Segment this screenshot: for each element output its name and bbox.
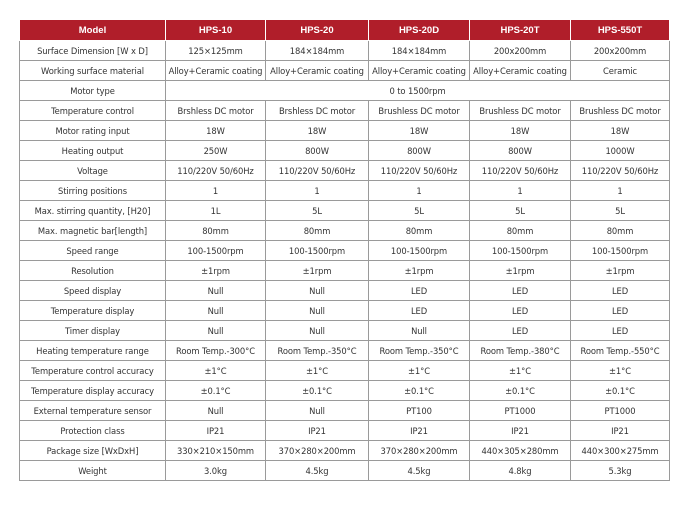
table-cell: ±1rpm xyxy=(571,261,670,281)
table-cell: 18W xyxy=(571,121,670,141)
table-cell: 250W xyxy=(166,141,266,161)
table-row xyxy=(20,81,670,101)
table-cell: 440×305×280mm xyxy=(470,441,571,461)
table-cell: Brushless DC motor xyxy=(571,101,670,121)
table-cell: 100-1500rpm xyxy=(571,241,670,261)
table-cell: 184×184mm xyxy=(369,41,470,61)
table-cell: Brushless DC motor xyxy=(369,101,470,121)
spec-table-container xyxy=(19,19,669,501)
table-row xyxy=(20,61,670,81)
table-row xyxy=(20,281,670,301)
table-row xyxy=(20,361,670,381)
row-label: Temperature display accuracy xyxy=(20,381,166,401)
table-row xyxy=(20,381,670,401)
table-cell: 4.8kg xyxy=(470,461,571,481)
table-cell: 1 xyxy=(470,181,571,201)
header-hps-20t: HPS-20T xyxy=(470,20,571,41)
row-label: Heating output xyxy=(20,141,166,161)
row-label: Surface Dimension [W x D] xyxy=(20,41,166,61)
table-cell: ±1rpm xyxy=(266,261,369,281)
row-label: Speed range xyxy=(20,241,166,261)
table-cell: ±1°C xyxy=(369,361,470,381)
table-cell: Room Temp.-300°C xyxy=(166,341,266,361)
table-cell: 5L xyxy=(369,201,470,221)
table-cell: LED xyxy=(369,301,470,321)
row-label: Max. magnetic bar[length] xyxy=(20,221,166,241)
table-cell: PT1000 xyxy=(571,401,670,421)
row-label: Protection class xyxy=(20,421,166,441)
table-row xyxy=(20,321,670,341)
table-cell: 330×210×150mm xyxy=(166,441,266,461)
table-cell: LED xyxy=(571,281,670,301)
row-label: Temperature display xyxy=(20,301,166,321)
table-cell: 200x200mm xyxy=(470,41,571,61)
table-row xyxy=(20,341,670,361)
table-cell: 110/220V 50/60Hz xyxy=(166,161,266,181)
table-row xyxy=(20,141,670,161)
table-cell: 5L xyxy=(571,201,670,221)
table-cell: 18W xyxy=(266,121,369,141)
table-cell: 184×184mm xyxy=(266,41,369,61)
table-cell: IP21 xyxy=(571,421,670,441)
row-label: Speed display xyxy=(20,281,166,301)
table-cell: ±1°C xyxy=(571,361,670,381)
table-cell: Null xyxy=(369,321,470,341)
table-cell: Ceramic xyxy=(571,61,670,81)
header-hps-10: HPS-10 xyxy=(166,20,266,41)
table-cell: Room Temp.-350°C xyxy=(369,341,470,361)
table-cell: ±1rpm xyxy=(369,261,470,281)
table-cell: 100-1500rpm xyxy=(266,241,369,261)
table-cell: LED xyxy=(470,301,571,321)
table-cell: PT100 xyxy=(369,401,470,421)
table-cell: 1 xyxy=(571,181,670,201)
header-row xyxy=(20,20,670,41)
merged-cell: 0 to 1500rpm xyxy=(166,81,670,101)
table-row xyxy=(20,201,670,221)
table-cell: ±1°C xyxy=(166,361,266,381)
table-cell: Null xyxy=(166,401,266,421)
table-cell: 370×280×200mm xyxy=(369,441,470,461)
table-cell: 800W xyxy=(470,141,571,161)
table-cell: 18W xyxy=(369,121,470,141)
spec-table xyxy=(19,19,670,481)
table-cell: Null xyxy=(166,321,266,341)
table-cell: 100-1500rpm xyxy=(369,241,470,261)
table-cell: Null xyxy=(166,301,266,321)
row-label: Motor type xyxy=(20,81,166,101)
table-cell: 80mm xyxy=(571,221,670,241)
row-label: Working surface material xyxy=(20,61,166,81)
table-cell: 110/220V 50/60Hz xyxy=(470,161,571,181)
table-cell: 100-1500rpm xyxy=(166,241,266,261)
table-cell: 440×300×275mm xyxy=(571,441,670,461)
table-cell: 18W xyxy=(470,121,571,141)
table-cell: LED xyxy=(470,281,571,301)
row-label: Weight xyxy=(20,461,166,481)
table-cell: 4.5kg xyxy=(369,461,470,481)
row-label: Heating temperature range xyxy=(20,341,166,361)
table-cell: ±0.1°C xyxy=(266,381,369,401)
table-cell: ±0.1°C xyxy=(571,381,670,401)
table-cell: 80mm xyxy=(369,221,470,241)
table-cell: IP21 xyxy=(369,421,470,441)
table-cell: Null xyxy=(166,281,266,301)
table-cell: Null xyxy=(266,401,369,421)
table-cell: 5L xyxy=(470,201,571,221)
table-row xyxy=(20,241,670,261)
table-cell: LED xyxy=(369,281,470,301)
table-cell: Alloy+Ceramic coating xyxy=(470,61,571,81)
table-cell: 1 xyxy=(166,181,266,201)
table-cell: 1000W xyxy=(571,141,670,161)
table-row xyxy=(20,101,670,121)
spec-table-body xyxy=(20,41,670,481)
table-row xyxy=(20,461,670,481)
header-hps-20d: HPS-20D xyxy=(369,20,470,41)
table-cell: ±1rpm xyxy=(470,261,571,281)
row-label: Motor rating input xyxy=(20,121,166,141)
table-cell: 80mm xyxy=(166,221,266,241)
table-cell: 5.3kg xyxy=(571,461,670,481)
table-row xyxy=(20,121,670,141)
table-row xyxy=(20,161,670,181)
table-cell: 80mm xyxy=(470,221,571,241)
table-cell: ±1°C xyxy=(266,361,369,381)
table-cell: 5L xyxy=(266,201,369,221)
table-cell: 80mm xyxy=(266,221,369,241)
table-cell: 125×125mm xyxy=(166,41,266,61)
table-cell: Brshless DC motor xyxy=(166,101,266,121)
table-cell: Brushless DC motor xyxy=(470,101,571,121)
table-row xyxy=(20,421,670,441)
table-row xyxy=(20,41,670,61)
table-cell: IP21 xyxy=(470,421,571,441)
table-cell: Alloy+Ceramic coating xyxy=(266,61,369,81)
table-cell: Room Temp.-350°C xyxy=(266,341,369,361)
row-label: Stirring positions xyxy=(20,181,166,201)
table-cell: Alloy+Ceramic coating xyxy=(166,61,266,81)
table-row xyxy=(20,401,670,421)
table-cell: ±1rpm xyxy=(166,261,266,281)
table-cell: ±0.1°C xyxy=(166,381,266,401)
table-cell: 1 xyxy=(266,181,369,201)
header-model: Model xyxy=(20,20,166,41)
table-cell: 3.0kg xyxy=(166,461,266,481)
row-label: Resolution xyxy=(20,261,166,281)
header-hps-550t: HPS-550T xyxy=(571,20,670,41)
table-cell: Null xyxy=(266,321,369,341)
row-label: External temperature sensor xyxy=(20,401,166,421)
table-row xyxy=(20,181,670,201)
table-cell: 800W xyxy=(369,141,470,161)
table-cell: 18W xyxy=(166,121,266,141)
row-label: Timer display xyxy=(20,321,166,341)
table-cell: LED xyxy=(571,301,670,321)
table-cell: 1 xyxy=(369,181,470,201)
table-row xyxy=(20,441,670,461)
row-label: Temperature control xyxy=(20,101,166,121)
row-label: Voltage xyxy=(20,161,166,181)
table-cell: 4.5kg xyxy=(266,461,369,481)
row-label: Package size [WxDxH] xyxy=(20,441,166,461)
table-cell: IP21 xyxy=(266,421,369,441)
table-cell: 1L xyxy=(166,201,266,221)
table-cell: ±0.1°C xyxy=(369,381,470,401)
table-cell: Null xyxy=(266,281,369,301)
table-cell: Room Temp.-380°C xyxy=(470,341,571,361)
table-cell: 370×280×200mm xyxy=(266,441,369,461)
table-cell: 800W xyxy=(266,141,369,161)
table-cell: 110/220V 50/60Hz xyxy=(369,161,470,181)
table-cell: Brshless DC motor xyxy=(266,101,369,121)
table-cell: ±1°C xyxy=(470,361,571,381)
header-hps-20: HPS-20 xyxy=(266,20,369,41)
table-cell: 110/220V 50/60Hz xyxy=(571,161,670,181)
table-row xyxy=(20,221,670,241)
table-cell: 110/220V 50/60Hz xyxy=(266,161,369,181)
table-row xyxy=(20,301,670,321)
table-cell: LED xyxy=(571,321,670,341)
row-label: Temperature control accuracy xyxy=(20,361,166,381)
table-cell: Alloy+Ceramic coating xyxy=(369,61,470,81)
table-cell: IP21 xyxy=(166,421,266,441)
table-cell: 100-1500rpm xyxy=(470,241,571,261)
table-cell: PT1000 xyxy=(470,401,571,421)
table-cell: 200x200mm xyxy=(571,41,670,61)
table-cell: LED xyxy=(470,321,571,341)
row-label: Max. stirring quantity, [H20] xyxy=(20,201,166,221)
table-cell: ±0.1°C xyxy=(470,381,571,401)
table-cell: Null xyxy=(266,301,369,321)
table-cell: Room Temp.-550°C xyxy=(571,341,670,361)
table-row xyxy=(20,261,670,281)
